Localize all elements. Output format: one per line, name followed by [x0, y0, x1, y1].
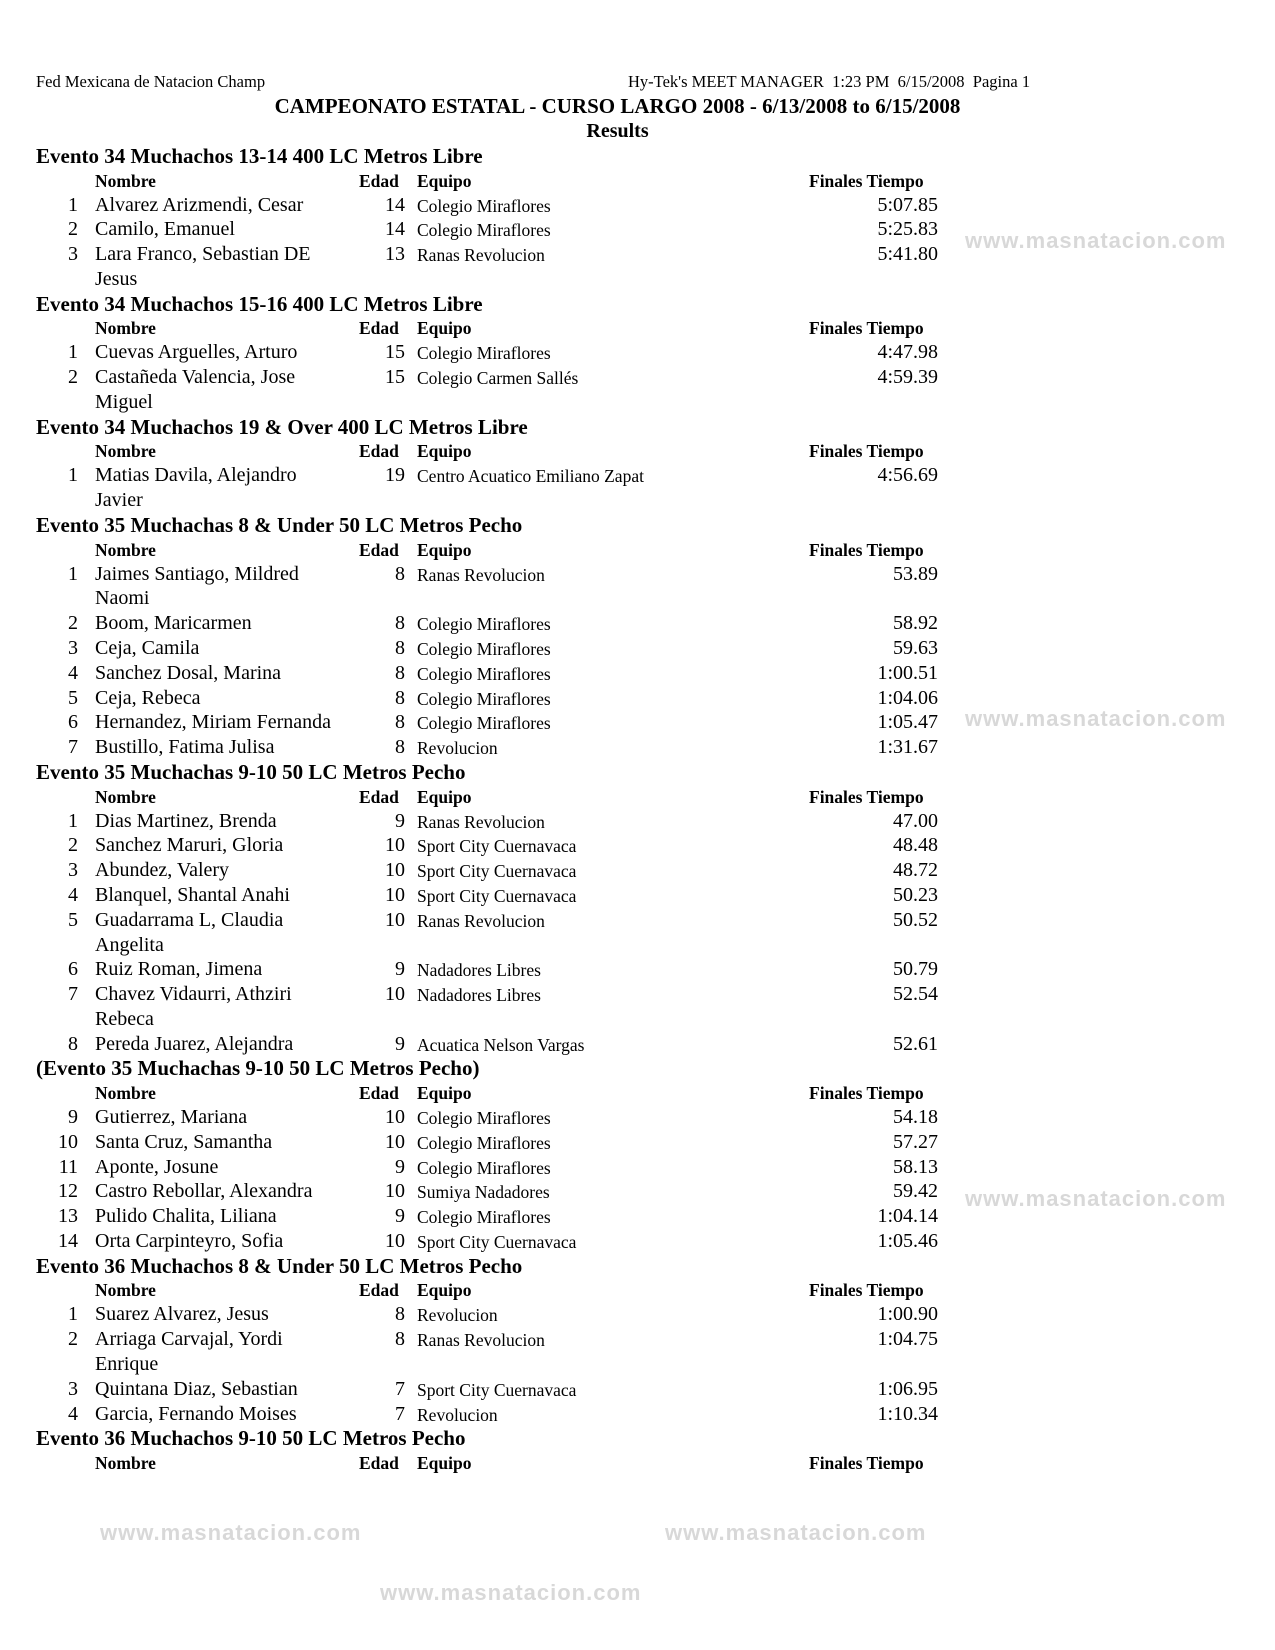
age: 19: [385, 464, 405, 487]
age: 10: [385, 1106, 405, 1129]
swimmer-name: Ceja, Camila: [95, 636, 200, 659]
column-headers: [0, 785, 1275, 809]
header-team: Equipo: [417, 1453, 472, 1474]
place: 8: [68, 1032, 78, 1055]
place: 7: [68, 983, 78, 1006]
result-row: [0, 1105, 1275, 1130]
swimmer-name: Castañeda Valencia, Jose: [95, 366, 296, 389]
age: 7: [395, 1402, 405, 1425]
final-time: 59.63: [893, 636, 938, 659]
age: 9: [395, 958, 405, 981]
watermark: www.masnatacion.com: [100, 1520, 362, 1545]
age: 9: [395, 1205, 405, 1228]
final-time: 1:00.51: [877, 661, 938, 684]
header-age: Edad: [359, 786, 399, 807]
final-time: 53.89: [893, 562, 938, 585]
swimmer-name: Gutierrez, Mariana: [95, 1106, 248, 1129]
header-time: Finales Tiempo: [809, 318, 924, 339]
age: 8: [395, 711, 405, 734]
age: 8: [395, 1328, 405, 1351]
age: 8: [395, 562, 405, 585]
age: 10: [385, 1180, 405, 1203]
place: 6: [68, 958, 78, 981]
place: 3: [68, 243, 78, 266]
final-time: 5:07.85: [877, 193, 938, 216]
place: 5: [68, 908, 78, 931]
age: 10: [385, 908, 405, 931]
age: 15: [385, 341, 405, 364]
age: 10: [385, 983, 405, 1006]
age: 8: [395, 612, 405, 635]
age: 10: [385, 859, 405, 882]
result-row: [0, 562, 1275, 587]
event-section: [0, 144, 1275, 292]
result-row: [0, 883, 1275, 908]
swimmer-name: Ruiz Roman, Jimena: [95, 958, 263, 981]
swimmer-name-continued: Naomi: [95, 587, 150, 610]
final-time: 48.72: [893, 859, 938, 882]
age: 9: [395, 1032, 405, 1055]
team: Colegio Miraflores: [417, 1207, 551, 1228]
result-row: [0, 661, 1275, 686]
final-time: 1:04.06: [877, 686, 938, 709]
team: Nadadores Libres: [417, 960, 541, 981]
team: Colegio Miraflores: [417, 713, 551, 734]
final-time: 50.79: [893, 958, 938, 981]
age: 14: [385, 193, 405, 216]
events-list: [0, 144, 1275, 1475]
swimmer-name: Boom, Maricarmen: [95, 612, 252, 635]
event-title: Evento 35 Muchachas 8 & Under 50 LC Metros Pecho: [36, 512, 523, 537]
age: 9: [395, 809, 405, 832]
result-row: [0, 908, 1275, 933]
place: 1: [68, 562, 78, 585]
place: 5: [68, 686, 78, 709]
event-title: (Evento 35 Muchachas 9-10 50 LC Metros Pecho): [36, 1056, 480, 1081]
software-timestamp: Hy-Tek's MEET MANAGER 1:23 PM 6/15/2008 Pagina 1: [628, 72, 1031, 91]
header-team: Equipo: [417, 1280, 472, 1301]
swimmer-name: Dias Martinez, Brenda: [95, 809, 277, 832]
team: Colegio Miraflores: [417, 1108, 551, 1129]
final-time: 50.23: [893, 883, 938, 906]
result-row: [0, 1229, 1275, 1254]
team: Ranas Revolucion: [417, 1330, 545, 1351]
header-time: Finales Tiempo: [809, 1280, 924, 1301]
team: Ranas Revolucion: [417, 245, 545, 266]
swimmer-name-continued: Miguel: [95, 390, 153, 413]
final-time: 58.92: [893, 612, 938, 635]
team: Colegio Carmen Sallés: [417, 368, 579, 389]
place: 3: [68, 1377, 78, 1400]
final-time: 52.54: [893, 983, 938, 1006]
place: 1: [68, 193, 78, 216]
result-row: [0, 636, 1275, 661]
event-title: Evento 35 Muchachas 9-10 50 LC Metros Pecho: [36, 759, 466, 784]
swimmer-name: Pulido Chalita, Liliana: [95, 1205, 277, 1228]
result-row: [0, 1302, 1275, 1327]
age: 13: [385, 243, 405, 266]
result-row: [0, 1130, 1275, 1155]
team: Colegio Miraflores: [417, 614, 551, 635]
swimmer-name: Matias Davila, Alejandro: [95, 464, 297, 487]
age: 9: [395, 1155, 405, 1178]
header-team: Equipo: [417, 1083, 472, 1104]
place: 3: [68, 859, 78, 882]
swimmer-name: Sanchez Maruri, Gloria: [95, 834, 284, 857]
place: 12: [58, 1180, 78, 1203]
swimmer-name: Garcia, Fernando Moises: [95, 1402, 297, 1425]
event-section: [0, 415, 1275, 513]
column-headers: [0, 538, 1275, 562]
place: 2: [68, 1328, 78, 1351]
final-time: 1:05.46: [877, 1230, 938, 1253]
header-age: Edad: [359, 1280, 399, 1301]
final-time: 1:31.67: [877, 736, 938, 759]
team: Colegio Miraflores: [417, 343, 551, 364]
results-document: [0, 70, 1275, 1475]
team: Colegio Miraflores: [417, 220, 551, 241]
final-time: 4:59.39: [877, 366, 938, 389]
final-time: 1:06.95: [877, 1377, 938, 1400]
result-row: [0, 982, 1275, 1007]
event-title: Evento 34 Muchachos 15-16 400 LC Metros Libre: [36, 291, 483, 316]
final-time: 4:56.69: [877, 464, 938, 487]
header-time: Finales Tiempo: [809, 1453, 924, 1474]
header-age: Edad: [359, 441, 399, 462]
result-row: [0, 611, 1275, 636]
place: 3: [68, 636, 78, 659]
result-row: [0, 686, 1275, 711]
watermark: www.masnatacion.com: [665, 1520, 927, 1545]
swimmer-name: Aponte, Josune: [95, 1155, 219, 1178]
age: 10: [385, 1230, 405, 1253]
result-row: [0, 1377, 1275, 1402]
result-row: [0, 710, 1275, 735]
age: 10: [385, 834, 405, 857]
place: 1: [68, 809, 78, 832]
result-row: [0, 463, 1275, 488]
header-team: Equipo: [417, 786, 472, 807]
place: 2: [68, 218, 78, 241]
swimmer-name: Quintana Diaz, Sebastian: [95, 1377, 298, 1400]
swimmer-name: Suarez Alvarez, Jesus: [95, 1303, 269, 1326]
final-time: 1:04.75: [877, 1328, 938, 1351]
place: 4: [68, 661, 78, 684]
header-time: Finales Tiempo: [809, 170, 924, 191]
swimmer-name-continued: Javier: [95, 489, 143, 512]
document-subtitle: Results: [586, 120, 649, 142]
final-time: 5:25.83: [877, 218, 938, 241]
event-section: [0, 1426, 1275, 1475]
swimmer-name-continued: Jesus: [95, 267, 138, 290]
result-row: [0, 340, 1275, 365]
result-row-continuation: [0, 1352, 1275, 1377]
swimmer-name: Ceja, Rebeca: [95, 686, 201, 709]
final-time: 57.27: [893, 1130, 938, 1153]
document-title: CAMPEONATO ESTATAL - CURSO LARGO 2008 - 6/13/2008 to 6/15/2008: [274, 94, 961, 118]
final-time: 5:41.80: [877, 243, 938, 266]
header-name: Nombre: [95, 1453, 156, 1474]
age: 8: [395, 686, 405, 709]
swimmer-name-continued: Enrique: [95, 1353, 159, 1376]
column-headers: [0, 169, 1275, 193]
place: 13: [58, 1205, 78, 1228]
place: 1: [68, 341, 78, 364]
final-time: 50.52: [893, 908, 938, 931]
swimmer-name: Guadarrama L, Claudia: [95, 908, 284, 931]
team: Revolucion: [417, 738, 498, 759]
result-row: [0, 1179, 1275, 1204]
result-row: [0, 1327, 1275, 1352]
final-time: 52.61: [893, 1032, 938, 1055]
header-age: Edad: [359, 539, 399, 560]
column-headers: [0, 439, 1275, 463]
header-team: Equipo: [417, 539, 472, 560]
team: Sport City Cuernavaca: [417, 861, 577, 882]
team: Colegio Miraflores: [417, 1157, 551, 1178]
column-headers: [0, 1451, 1275, 1475]
header-team: Equipo: [417, 170, 472, 191]
age: 15: [385, 366, 405, 389]
result-row: [0, 242, 1275, 267]
final-time: 1:04.14: [877, 1205, 938, 1228]
result-row-continuation: [0, 267, 1275, 292]
swimmer-name: Orta Carpinteyro, Sofia: [95, 1230, 284, 1253]
event-section: [0, 760, 1275, 1057]
age: 14: [385, 218, 405, 241]
result-row-continuation: [0, 488, 1275, 513]
swimmer-name: Chavez Vidaurri, Athziri: [95, 983, 292, 1006]
age: 10: [385, 883, 405, 906]
place: 4: [68, 883, 78, 906]
team: Ranas Revolucion: [417, 811, 545, 832]
event-section: [0, 1056, 1275, 1253]
place: 1: [68, 464, 78, 487]
header-name: Nombre: [95, 318, 156, 339]
swimmer-name: Sanchez Dosal, Marina: [95, 661, 282, 684]
team: Sport City Cuernavaca: [417, 1232, 577, 1253]
swimmer-name-continued: Rebeca: [95, 1007, 154, 1030]
swimmer-name: Lara Franco, Sebastian DE: [95, 243, 311, 266]
final-time: 1:05.47: [877, 711, 938, 734]
team: Colegio Miraflores: [417, 663, 551, 684]
page-header: [0, 70, 1275, 94]
result-row: [0, 1204, 1275, 1229]
header-name: Nombre: [95, 1280, 156, 1301]
watermark: www.masnatacion.com: [965, 228, 1227, 253]
result-row: [0, 858, 1275, 883]
final-time: 58.13: [893, 1155, 938, 1178]
event-title: Evento 34 Muchachos 19 & Over 400 LC Metros Libre: [36, 414, 528, 439]
column-headers: [0, 1278, 1275, 1302]
result-row-continuation: [0, 933, 1275, 958]
swimmer-name-continued: Angelita: [95, 933, 164, 956]
team: Revolucion: [417, 1305, 498, 1326]
final-time: 1:10.34: [877, 1402, 938, 1425]
team: Acuatica Nelson Vargas: [417, 1034, 585, 1055]
result-row-continuation: [0, 390, 1275, 415]
event-title: Evento 36 Muchachos 8 & Under 50 LC Metros Pecho: [36, 1253, 523, 1278]
header-name: Nombre: [95, 786, 156, 807]
column-headers: [0, 316, 1275, 340]
place: 4: [68, 1402, 78, 1425]
team: Colegio Miraflores: [417, 1132, 551, 1153]
place: 2: [68, 612, 78, 635]
age: 8: [395, 661, 405, 684]
swimmer-name: Pereda Juarez, Alejandra: [95, 1032, 294, 1055]
final-time: 4:47.98: [877, 341, 938, 364]
team: Sport City Cuernavaca: [417, 836, 577, 857]
swimmer-name: Abundez, Valery: [95, 859, 230, 882]
team: Sport City Cuernavaca: [417, 885, 577, 906]
team: Colegio Miraflores: [417, 195, 551, 216]
team: Centro Acuatico Emiliano Zapat: [417, 466, 644, 487]
place: 2: [68, 834, 78, 857]
result-row: [0, 957, 1275, 982]
team: Colegio Miraflores: [417, 688, 551, 709]
swimmer-name: Castro Rebollar, Alexandra: [95, 1180, 313, 1203]
result-row: [0, 735, 1275, 760]
result-row: [0, 1402, 1275, 1427]
final-time: 1:00.90: [877, 1303, 938, 1326]
result-row: [0, 1032, 1275, 1057]
result-row-continuation: [0, 586, 1275, 611]
result-row: [0, 365, 1275, 390]
final-time: 47.00: [893, 809, 938, 832]
header-name: Nombre: [95, 1083, 156, 1104]
header-age: Edad: [359, 1083, 399, 1104]
place: 2: [68, 366, 78, 389]
event-title: Evento 36 Muchachos 9-10 50 LC Metros Pecho: [36, 1426, 466, 1451]
result-row: [0, 217, 1275, 242]
place: 14: [58, 1230, 78, 1253]
watermark: www.masnatacion.com: [965, 706, 1227, 731]
header-age: Edad: [359, 318, 399, 339]
header-time: Finales Tiempo: [809, 441, 924, 462]
header-team: Equipo: [417, 318, 472, 339]
place: 6: [68, 711, 78, 734]
final-time: 59.42: [893, 1180, 938, 1203]
place: 7: [68, 736, 78, 759]
swimmer-name: Hernandez, Miriam Fernanda: [95, 711, 332, 734]
watermark: www.masnatacion.com: [965, 1186, 1227, 1211]
team: Revolucion: [417, 1404, 498, 1425]
age: 7: [395, 1377, 405, 1400]
team: Ranas Revolucion: [417, 910, 545, 931]
swimmer-name: Bustillo, Fatima Julisa: [95, 736, 275, 759]
place: 11: [58, 1155, 78, 1178]
swimmer-name: Cuevas Arguelles, Arturo: [95, 341, 298, 364]
final-time: 54.18: [893, 1106, 938, 1129]
header-team: Equipo: [417, 441, 472, 462]
header-name: Nombre: [95, 441, 156, 462]
team: Nadadores Libres: [417, 985, 541, 1006]
place: 10: [58, 1130, 78, 1153]
final-time: 48.48: [893, 834, 938, 857]
meet-name: Fed Mexicana de Natacion Champ: [36, 72, 266, 91]
result-row: [0, 193, 1275, 218]
result-row: [0, 809, 1275, 834]
swimmer-name: Arriaga Carvajal, Yordi: [95, 1328, 283, 1351]
event-section: [0, 292, 1275, 415]
age: 8: [395, 1303, 405, 1326]
header-time: Finales Tiempo: [809, 786, 924, 807]
header-age: Edad: [359, 170, 399, 191]
event-section: [0, 1254, 1275, 1427]
swimmer-name: Blanquel, Shantal Anahi: [95, 883, 290, 906]
event-section: [0, 513, 1275, 760]
result-row-continuation: [0, 1007, 1275, 1032]
header-name: Nombre: [95, 170, 156, 191]
result-row: [0, 833, 1275, 858]
header-time: Finales Tiempo: [809, 539, 924, 560]
place: 1: [68, 1303, 78, 1326]
header-age: Edad: [359, 1453, 399, 1474]
team: Colegio Miraflores: [417, 638, 551, 659]
team: Ranas Revolucion: [417, 564, 545, 585]
swimmer-name: Alvarez Arizmendi, Cesar: [95, 193, 304, 216]
team: Sport City Cuernavaca: [417, 1379, 577, 1400]
age: 10: [385, 1130, 405, 1153]
place: 9: [68, 1106, 78, 1129]
watermark: www.masnatacion.com: [380, 1580, 642, 1605]
swimmer-name: Jaimes Santiago, Mildred: [95, 562, 299, 585]
header-time: Finales Tiempo: [809, 1083, 924, 1104]
age: 8: [395, 636, 405, 659]
event-title: Evento 34 Muchachos 13-14 400 LC Metros Libre: [36, 144, 483, 168]
swimmer-name: Santa Cruz, Samantha: [95, 1130, 273, 1153]
team: Sumiya Nadadores: [417, 1182, 550, 1203]
header-name: Nombre: [95, 539, 156, 560]
column-headers: [0, 1081, 1275, 1105]
swimmer-name: Camilo, Emanuel: [95, 218, 235, 241]
result-row: [0, 1155, 1275, 1180]
age: 8: [395, 736, 405, 759]
